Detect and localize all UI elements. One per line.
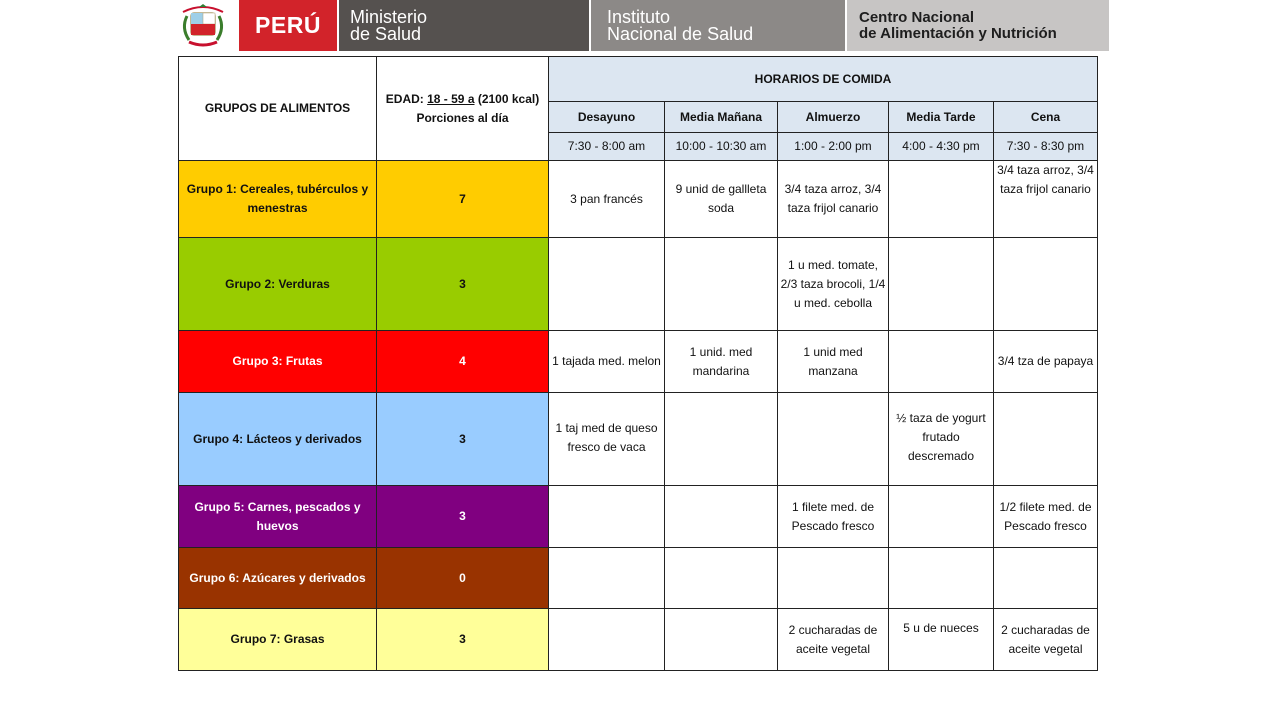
meal-cell <box>889 548 994 609</box>
meal-cell: 9 unid de gallleta soda <box>665 161 778 238</box>
meal-cell <box>889 161 994 238</box>
meal-name: Desayuno <box>549 102 665 133</box>
table-row <box>179 609 1098 671</box>
minsa-line1: Ministerio <box>350 6 428 27</box>
peru-coat-of-arms-icon <box>167 0 239 51</box>
portions-cell: 4 <box>377 331 549 393</box>
portions-cell: 3 <box>377 393 549 486</box>
meal-cell <box>889 331 994 393</box>
meal-cell <box>889 238 994 331</box>
meal-name: Cena <box>994 102 1098 133</box>
meal-plan-table <box>178 56 1098 671</box>
meal-cell: ½ taza de yogurt frutado descremado <box>889 393 994 486</box>
meal-time: 7:30 - 8:00 am <box>549 133 665 161</box>
meal-cell <box>778 393 889 486</box>
meal-cell: 1 taj med de queso fresco de vaca <box>549 393 665 486</box>
food-group-cell: Grupo 4: Lácteos y derivados <box>179 393 377 486</box>
meal-cell: 5 u de nueces <box>889 609 994 671</box>
table-row <box>179 331 1098 393</box>
meal-cell: 3/4 taza arroz, 3/4 taza frijol canario <box>994 161 1098 238</box>
meal-cell <box>994 548 1098 609</box>
instituto-nacional-de-salud-logo <box>589 0 845 51</box>
meal-time: 4:00 - 4:30 pm <box>889 133 994 161</box>
table-row <box>179 238 1098 331</box>
portions-cell: 3 <box>377 609 549 671</box>
food-group-cell: Grupo 3: Frutas <box>179 331 377 393</box>
meal-cell <box>665 393 778 486</box>
food-group-cell: Grupo 7: Grasas <box>179 609 377 671</box>
meal-cell <box>549 238 665 331</box>
meal-schedule-header: HORARIOS DE COMIDA <box>549 57 1098 102</box>
table-row <box>179 161 1098 238</box>
table-row <box>179 486 1098 548</box>
age-portions-header <box>377 57 549 161</box>
portions-label: Porciones al día <box>416 110 509 125</box>
peru-label: PERÚ <box>255 12 321 38</box>
meal-cell: 1 unid med manzana <box>778 331 889 393</box>
age-range: 18 - 59 a <box>427 91 475 106</box>
meal-name: Media Mañana <box>665 102 778 133</box>
cenan-line2: de Alimentación y Nutrición <box>859 24 1057 42</box>
meal-cell <box>778 548 889 609</box>
age-kcal: (2100 kcal) <box>474 91 540 106</box>
meal-cell: 3 pan francés <box>549 161 665 238</box>
ins-line1: Instituto <box>607 6 671 27</box>
meal-cell <box>994 238 1098 331</box>
meal-cell: 1 unid. med mandarina <box>665 331 778 393</box>
meal-cell <box>665 548 778 609</box>
minsa-line2: de Salud <box>350 23 422 44</box>
meal-cell <box>549 609 665 671</box>
meal-name: Media Tarde <box>889 102 994 133</box>
food-group-cell: Grupo 2: Verduras <box>179 238 377 331</box>
meal-cell: 1 u med. tomate, 2/3 taza brocoli, 1/4 u med. cebolla <box>778 238 889 331</box>
meal-cell: 3/4 tza de papaya <box>994 331 1098 393</box>
cenan-logo <box>845 0 1109 51</box>
meal-cell <box>665 486 778 548</box>
meal-time: 1:00 - 2:00 pm <box>778 133 889 161</box>
meal-time: 7:30 - 8:30 pm <box>994 133 1098 161</box>
portions-cell: 3 <box>377 238 549 331</box>
meal-time: 10:00 - 10:30 am <box>665 133 778 161</box>
meal-cell <box>549 486 665 548</box>
portions-cell: 7 <box>377 161 549 238</box>
food-group-cell: Grupo 6: Azúcares y derivados <box>179 548 377 609</box>
cenan-line1: Centro Nacional <box>859 8 975 26</box>
food-group-cell: Grupo 5: Carnes, pescados y huevos <box>179 486 377 548</box>
meal-cell: 2 cucharadas de aceite vegetal <box>994 609 1098 671</box>
food-group-cell: Grupo 1: Cereales, tubérculos y menestras <box>179 161 377 238</box>
table-row <box>179 393 1098 486</box>
meal-cell: 1 filete med. de Pescado fresco <box>778 486 889 548</box>
meal-cell: 3/4 taza arroz, 3/4 taza frijol canario <box>778 161 889 238</box>
meal-cell <box>665 238 778 331</box>
meal-cell <box>549 548 665 609</box>
meal-cell: 1/2 filete med. de Pescado fresco <box>994 486 1098 548</box>
ins-line2: Nacional de Salud <box>607 23 754 44</box>
portions-cell: 3 <box>377 486 549 548</box>
age-prefix: EDAD: <box>385 91 428 106</box>
meal-cell: 1 tajada med. melon <box>549 331 665 393</box>
food-groups-header: GRUPOS DE ALIMENTOS <box>179 57 377 161</box>
meal-cell: 2 cucharadas de aceite vegetal <box>778 609 889 671</box>
meal-cell <box>994 393 1098 486</box>
peru-logo <box>239 0 337 51</box>
ministerio-de-salud-logo <box>337 0 589 51</box>
portions-cell: 0 <box>377 548 549 609</box>
meal-cell <box>665 609 778 671</box>
meal-name: Almuerzo <box>778 102 889 133</box>
table-row <box>179 548 1098 609</box>
meal-cell <box>889 486 994 548</box>
institution-banner <box>167 0 1121 51</box>
